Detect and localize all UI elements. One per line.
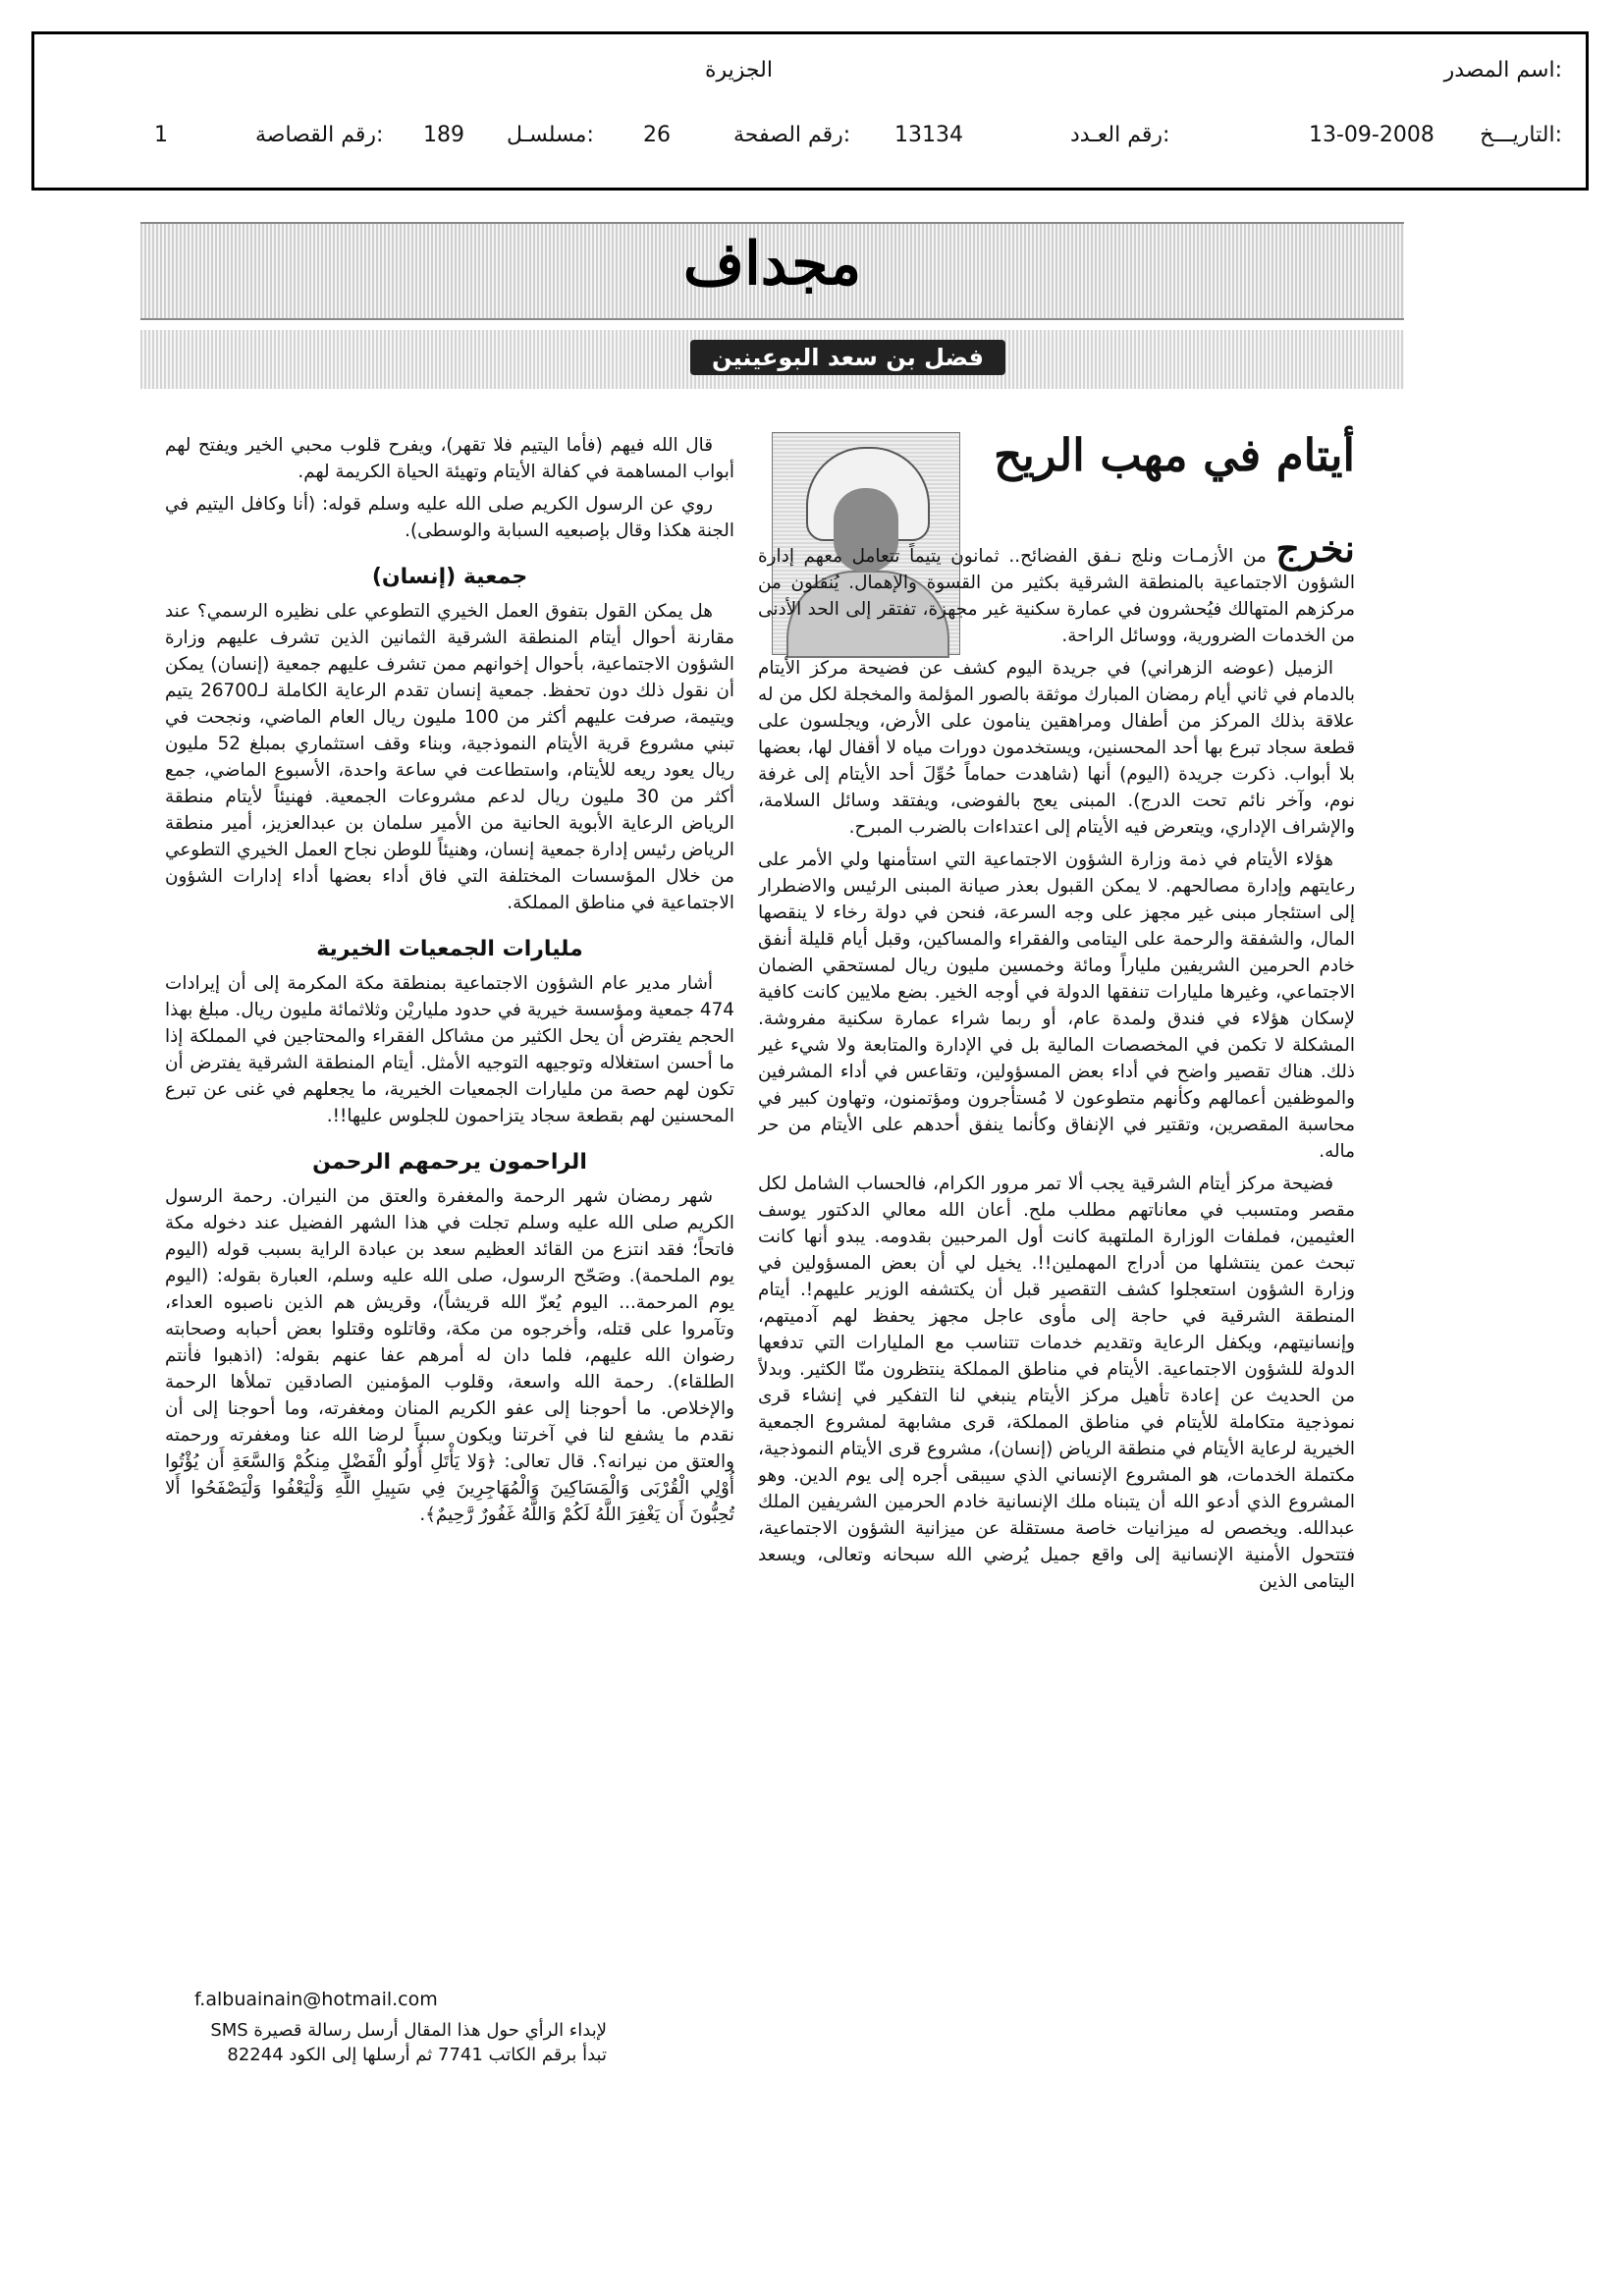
clip-label: رقم القصاصة: [255,123,384,147]
lead-word: نخرج [1275,535,1355,571]
source-header-box [31,31,1589,191]
paragraph: أشار مدير عام الشؤون الاجتماعية بمنطقة مكة المكرمة إلى أن إيرادات 474 جمعية ومؤسسة خيرية في حدود ملياريْن وثلاثمائة مليون ريال. مبلغ بهذا الحجم يفترض أن يحل الكثير من مشاكل الفقراء والمحتاجين في المملكة إذا ما أحسن استغلاله وتوجيهه التوجيه الأمثل. أيتام المنطقة الشرقية يفترض أن تكون لهم حصة من مليارات الجمعيات الخيرية، ما يجعلهم في غنى عن تبرع المحسنين لهم بقطعة سجاد يتزاحمون للجلوس عليها!!. [165,973,734,1126]
author-byline: فضل بن سعد البوعينين [690,340,1005,375]
page-value: 26 [643,123,671,147]
author-email: f.albuainain@hotmail.com [194,1989,438,2010]
section-heading: مليارات الجمعيات الخيرية [316,937,583,961]
contact-box [194,1988,607,2067]
section-heading: الراحمون يرحمهم الرحمن [312,1150,587,1175]
sms-line-1: لإبداء الرأي حول هذا المقال أرسل رسالة قصيرة SMS [210,2020,607,2041]
clip-value: 1 [154,123,168,147]
paragraph: روي عن الرسول الكريم صلى الله عليه وسلم قوله: (أنا وكافل اليتيم في الجنة هكذا وقال بإصبعيه السبابة والوسطى). [165,494,734,541]
source-value: الجزيرة [705,58,773,82]
paragraph: شهر رمضان شهر الرحمة والمغفرة والعتق من النيران. رحمة الرسول الكريم صلى الله عليه وسلم تجلت في هذا الشهر الفضيل عند دخوله مكة فاتحاً؛ فقد انتزع من القائد العظيم سعد بن عبادة الراية بسبب قوله (اليوم يوم الملحمة). وصَحّح الرسول، صلى الله عليه وسلم، العبارة بقوله: (اليوم يوم المرحمة... اليوم يُعزّ الله قريشاً)، وقريش هم الذين ناصبوه العداء، وتآمروا على قتله، وأخرجوه من مكة، وقاتلوه وقتلوا بعض أحبابه وصحابته رضوان الله عليهم، فلما دان له أمرهم عفا عنهم بقوله: (اذهبوا فأنتم الطلقاء). رحمة الله واسعة، وقلوب المؤمنين الصادقين تملأها الرحمة والإخلاص. ما أحوجنا إلى عفو الكريم المنان ومغفرته، وما أحوجنا إلى أن نقدم ما يشفع لنا في آخرتنا ويكون سبباً لرضا الله عنا ومغفرته ورحمته والعتق من نيرانه؟. قال تعالى: ﴿وَلا يَأْتَلِ أُولُو الْفَضْلِ مِنكُمْ وَالسَّعَةِ أَن يُؤْتُوا أُوْلِي الْقُرْبَى وَالْمَسَاكِينَ وَالْمُهَاجِرِينَ فِي سَبِيلِ اللَّهِ وَلْيَعْفُوا وَلْيَصْفَحُوا أَلا تُحِبُّونَ أَن يَغْفِرَ اللَّهُ لَكُمْ وَاللَّهُ غَفُورٌ رَّحِيمٌ﴾. [165,1186,734,1525]
lead-text: من الأزمـات ونلج نـفق الفضائح.. ثمانون يتيماً تتعامل معهم إدارة الشؤون الاجتماعية بالمنطقة الشرقية بكثير من القسوة والإهمال. يُنقلون من مركزهم المتهالك فيُحشرون في عمارة سكنية غير مجهزة، تفتقر إلى الحد الأدنى من الخدمات الضرورية، ووسائل الراحة. [758,546,1355,646]
issue-label: رقم العـدد: [1070,123,1170,147]
paragraph: قال الله فيهم (فأما اليتيم فلا تقهر)، ويفرح قلوب محبي الخير ويفتح لهم أبواب المساهمة في كفالة الأيتام وتهيئة الحياة الكريمة لهم. [165,435,734,482]
column-masthead [140,222,1404,320]
paragraph: هؤلاء الأيتام في ذمة وزارة الشؤون الاجتماعية التي استأمنها ولي الأمر على رعايتهم وإدارة مصالحهم. لا يمكن القبول بعذر صيانة المبنى الرئيس والاضطرار إلى استئجار مبنى غير مجهز على وجه السرعة، فنحن في دولة رخاء لا ينقصها المال، والشفقة والرحمة على اليتامى والفقراء والمساكين، وقبل أيام قليلة أنفق خادم الحرمين الشريفين ملياراً ومائة وخمسين مليون ريال لمستحقي الضمان الاجتماعي، وغيرها مليارات تنفقها الدولة في أوجه الخير. بضع ملايين كانت كافية لإسكان هؤلاء في فندق ولمدة عام، أو ربما شراء عمارة سكنية مفروشة. المشكلة لا تكمن في المخصصات المالية بل في الإدارة والمتابعة ولا شيء غير ذلك. هناك تقصير واضح في أداء بعض المسؤولين، وتقاعس في أداء المشرفين والموظفين أعمالهم وكأنهم متطوعون لا مُستأجرون ومؤتمنون، وتهاون كبير في محاسبة المقصرين، وتقتير في الإنفاق وكأنما ينفق أحدهم على الأيتام من حر ماله. [758,849,1355,1162]
sms-line-2: تبدأ برقم الكاتب 7741 ثم أرسلها إلى الكود 82244 [227,2045,607,2065]
article-left-column [165,432,734,1972]
section-heading: جمعية (إنسان) [371,565,528,589]
page-label: رقم الصفحة: [733,123,851,147]
paragraph: فضيحة مركز أيتام الشرقية يجب ألا تمر مرور الكرام، فالحساب الشامل لكل مقصر ومتسبب في معاناتهم مطلب ملح. أعان الله معالي الدكتور يوسف العثيمين، فملفات الوزارة الملتهبة كانت أول المرحبين بقدومه. يبدو أنها كانت تبحث عمن ينتشلها من أدراج المهملين!!. يخيل لي أن بعض المسؤولين في وزارة الشؤون استعجلوا كشف التقصير قبل أن يكتشفه الوزير عليهم!. أيتام المنطقة الشرقية في حاجة إلى مأوى عاجل مجهز يحفظ لهم آدميتهم، وإنسانيتهم، ويكفل الرعاية وتقديم خدمات تتناسب مع المليارات التي تدفعها الدولة للشؤون الاجتماعية. الأيتام في مناطق المملكة ينتظرون منّا الكثير. وبدلاً من الحديث عن إعادة تأهيل مركز الأيتام ينبغي لنا التفكير في إنشاء قرى نموذجية متكاملة للأيتام في مناطق المملكة، قرى مشابهة لمشروع الجمعية الخيرية لرعاية الأيتام في منطقة الرياض (إنسان)، مشروع قرى الأيتام النموذجية، مكتملة الخدمات، هو المشروع الإنساني الذي سيبقى أجره إلى يوم الدين. وهو المشروع الذي أدعو الله أن يتبناه ملك الإنسانية خادم الحرمين الشريفين الملك عبدالله. ويخصص له ميزانيات خاصة مستقلة عن ميزانية الشؤون الاجتماعية، فتتحول الأمنية الإنسانية إلى واقع جميل يُرضي الله سبحانه وتعالى، ويسعد اليتامى الذين [758,1174,1355,1592]
paragraph: هل يمكن القول بتفوق العمل الخيري التطوعي على نظيره الرسمي؟ عند مقارنة أحوال أيتام المنطقة الشرقية الثمانين الذين تشرف عليهم وزارة الشؤون الاجتماعية، بأحوال إخوانهم ممن تشرف عليهم جمعية (إنسان) يمكن أن نقول ذلك دون تحفظ. جمعية إنسان تقدم الرعاية الكاملة لـ26700 يتيم ويتيمة، صرفت عليهم أكثر من 100 مليون ريال العام الماضي، ونجحت في تبني مشروع قرية الأيتام النموذجية، وبناء وقف استثماري بمبلغ 52 مليون ريال يعود ريعه للأيتام، واستطاعت في ساعة واحدة، الأسبوع الماضي، جمع أكثر من 30 مليون ريال لدعم مشروعات الجمعية. فهنيئاً لأيتام منطقة الرياض الرعاية الأبوية الحانية من الأمير سلمان بن عبدالعزيز، أمير منطقة الرياض رئيس إدارة جمعية إنسان، وهنيئاً للوطن نجاح العمل الخيري التطوعي من خلال المؤسسات المختلفة التي فاق أداء بعضها أداء إدارات الشؤون الاجتماعية في مناطق المملكة. [165,601,734,913]
byline-bar [140,330,1404,389]
article-headline: أيتام في مهب الريح [994,429,1355,481]
date-value: 13-09-2008 [1309,123,1434,147]
serial-value: 189 [423,123,464,147]
serial-label: مسلسـل: [507,123,594,147]
date-label: التاريـــخ: [1480,123,1562,147]
source-label: اسم المصدر: [1443,58,1562,82]
column-title: مجداف [682,230,862,299]
issue-value: 13134 [894,123,963,147]
article-right-column [758,535,1355,1979]
lead-paragraph [758,535,1355,649]
paragraph: الزميل (عوضه الزهراني) في جريدة اليوم كشف عن فضيحة مركز الأيتام بالدمام في ثاني أيام رمضان المبارك موثقة بالصور المؤلمة والمخجلة لكل من له علاقة بذلك المركز من أطفال ومراهقين ينامون على الأرض، ويجلسون على قطعة سجاد تبرع بها أحد المحسنين، ويستخدمون دورات مياه لا أقفال لها، بعضها بلا أبواب. ذكرت جريدة (اليوم) أنها (شاهدت حماماً حُوِّلَ أحد الأيتام إلى غرفة نوم، وآخر نائم تحت الدرج). المبنى يعج بالفوضى، ويفتقد وسائل السلامة، والإشراف الإداري، ويتعرض فيه الأيتام إلى اعتداءات بالضرب المبرح. [758,658,1355,838]
